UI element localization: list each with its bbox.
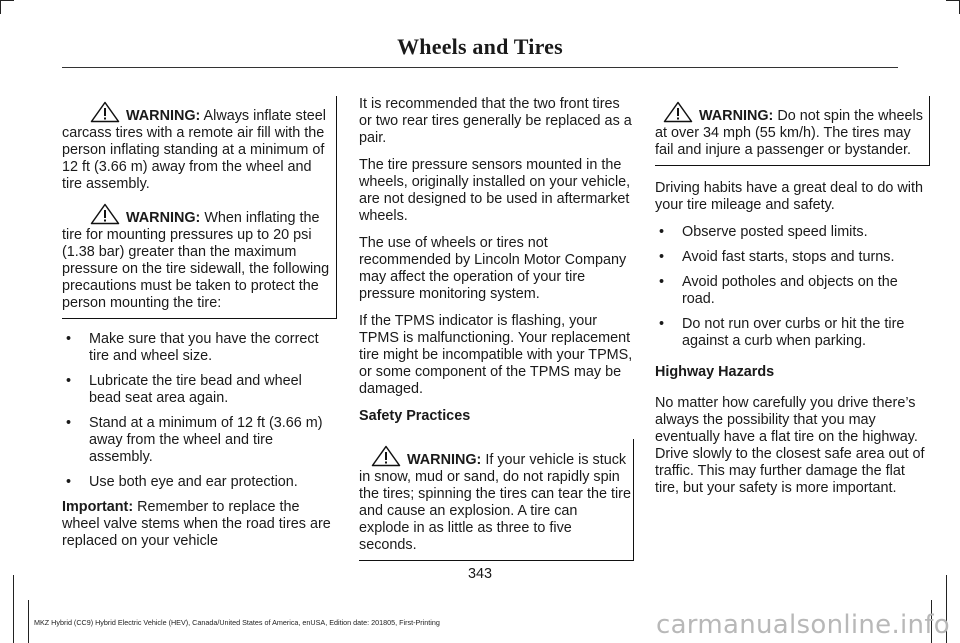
crop-mark — [13, 575, 14, 643]
warning-triangle-icon — [663, 101, 693, 123]
crop-mark — [28, 600, 29, 643]
warning-box — [359, 439, 634, 561]
warning-text: Always inflate steel carcass tires with a remote air fill with the person inflating standing at a minimum of 12 ft (3.66 m) away from the wheel and tire assembly. — [62, 108, 326, 192]
driving-habits-list — [655, 224, 930, 350]
body-paragraph: It is recommended that the two front tires or two rear tires generally be replaced as a pair. — [359, 96, 632, 146]
warning-label: WARNING: — [407, 452, 482, 468]
list-item: • Use both eye and ear protection. — [62, 474, 337, 491]
warning-label: WARNING: — [126, 108, 201, 124]
body-paragraph: If the TPMS indicator is flashing, your TPMS is malfunctioning. Your replacement tire might be incompatible with your TPMS, or some component of the TPMS may be damaged. — [359, 313, 633, 397]
section-heading: Highway Hazards — [655, 364, 775, 380]
crop-mark — [0, 0, 1, 14]
footer-edition-text: MKZ Hybrid (CC9) Hybrid Electric Vehicle (HEV), Canada/United States of America, enUSA, Edition date: 201805, First-Printing — [34, 618, 440, 627]
column-1 — [62, 96, 337, 560]
important-text: Remember to replace the wheel valve stems when the road tires are replaced on your vehicle — [62, 499, 331, 549]
warning-label: WARNING: — [699, 108, 774, 124]
warning-text: When inflating the tire for mounting pressures up to 20 psi (1.38 bar) greater than the maximum pressure on the tire sidewall, the following precautions must be taken to protect the person mounting the tire: — [62, 210, 330, 311]
watermark-text: carmanualsonline.info — [655, 610, 950, 640]
list-item: • Make sure that you have the correct tire and wheel size. — [62, 331, 337, 365]
body-paragraph: Driving habits have a great deal to do with your tire mileage and safety. — [655, 180, 923, 213]
page-header-title: Wheels and Tires — [397, 34, 563, 59]
warning-item — [359, 445, 631, 554]
important-label: Important: — [62, 499, 134, 515]
crop-mark — [0, 0, 14, 1]
body-paragraph: The use of wheels or tires not recommended by Lincoln Motor Company may affect the operation of your tire pressure monitoring system. — [359, 235, 627, 302]
page-number: 343 — [467, 566, 492, 582]
warning-box — [62, 96, 337, 319]
list-item: • Do not run over curbs or hit the tire against a curb when parking. — [655, 316, 930, 350]
warning-label: WARNING: — [126, 210, 201, 226]
warning-text: If your vehicle is stuck in snow, mud or sand, do not rapidly spin the tires; spinning the tires can tear the tire and cause an explosion. A tire can explode in as little as three to five seconds. — [359, 452, 631, 553]
warning-item — [62, 203, 334, 312]
warning-box — [655, 96, 930, 166]
warning-triangle-icon — [371, 445, 401, 467]
warning-text: Do not spin the wheels at over 34 mph (55 km/h). The tires may fail and injure a passenger or bystander. — [655, 108, 923, 158]
list-item: • Stand at a minimum of 12 ft (3.66 m) away from the wheel and tire assembly. — [62, 415, 337, 466]
header-divider — [62, 67, 898, 68]
column-3 — [655, 96, 930, 507]
body-paragraph: No matter how carefully you drive there’s always the possibility that you may eventually have a flat tire on the highway. Drive slowly to the closest safe area out of traffic. This may further damage the flat tire, but your safety is more important. — [655, 395, 925, 496]
section-heading: Safety Practices — [359, 408, 471, 424]
warning-item — [655, 101, 927, 159]
list-item: • Avoid potholes and objects on the road. — [655, 274, 930, 308]
list-item: • Observe posted speed limits. — [655, 224, 930, 241]
precaution-list — [62, 331, 337, 491]
list-item: • Lubricate the tire bead and wheel bead seat area again. — [62, 373, 337, 407]
crop-mark — [946, 0, 960, 1]
important-note — [62, 499, 337, 550]
list-item: • Avoid fast starts, stops and turns. — [655, 249, 930, 266]
warning-triangle-icon — [90, 203, 120, 225]
warning-item — [62, 101, 334, 193]
body-paragraph: The tire pressure sensors mounted in the wheels, originally installed on your vehicle, are not designed to be used in aftermarket wheels. — [359, 157, 631, 224]
column-2 — [359, 96, 634, 573]
warning-triangle-icon — [90, 101, 120, 123]
